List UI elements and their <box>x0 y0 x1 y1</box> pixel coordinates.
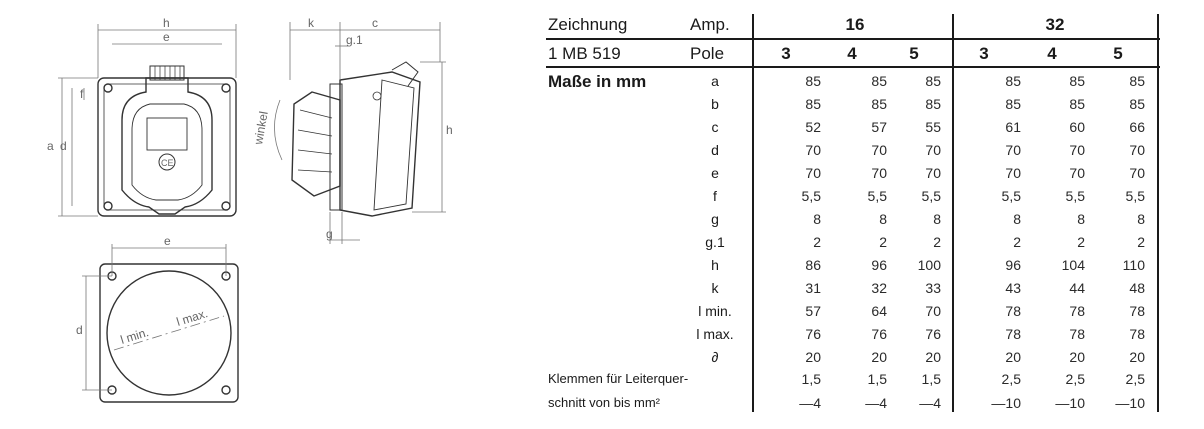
table-cell: 2 <box>1077 234 1085 250</box>
amp-group-32: 32 <box>1045 15 1065 34</box>
table-cell: 78 <box>1129 326 1145 342</box>
table-cell: 85 <box>1129 96 1145 112</box>
table-cell: 2 <box>1137 234 1145 250</box>
zeichnung-value: 1 MB 519 <box>548 44 621 63</box>
row-label: b <box>711 96 719 112</box>
klemmen-cell: —4 <box>919 395 941 411</box>
row-label: a <box>711 73 719 89</box>
table-cell: 33 <box>925 280 941 296</box>
table-cell: 20 <box>1005 349 1021 365</box>
table-cell: 2 <box>813 234 821 250</box>
table-cell: 70 <box>1005 142 1021 158</box>
table-cell: 78 <box>1005 326 1021 342</box>
klemmen-line1: Klemmen für Leiterquer- <box>548 371 689 386</box>
col-divider-left <box>752 14 754 412</box>
dim-f-label: f <box>80 87 84 101</box>
table-cell: 70 <box>805 165 821 181</box>
row-label: g.1 <box>705 234 725 250</box>
dim-c-label: c <box>372 16 378 30</box>
dim-g-label: g <box>326 227 333 241</box>
pole-header: 4 <box>847 44 857 63</box>
table-cell: 78 <box>1129 303 1145 319</box>
table-cell: 57 <box>871 119 887 135</box>
table-cell: 70 <box>871 142 887 158</box>
table-cell: 96 <box>1005 257 1021 273</box>
table-cell: 85 <box>805 73 821 89</box>
klemmen-cell: 1,5 <box>867 371 887 387</box>
table-cell: 8 <box>1013 211 1021 227</box>
table-cell: 85 <box>925 96 941 112</box>
row-label: g <box>711 211 719 227</box>
table-cell: 85 <box>925 73 941 89</box>
pole-header: 5 <box>1113 44 1123 63</box>
table-cell: 20 <box>805 349 821 365</box>
pole-label: Pole <box>690 44 725 63</box>
klemmen-cell: —4 <box>799 395 821 411</box>
table-cell: 8 <box>933 211 941 227</box>
row-label: e <box>711 165 719 181</box>
table-cell: 32 <box>871 280 887 296</box>
table-cell: 64 <box>871 303 887 319</box>
table-cell: 100 <box>917 257 941 273</box>
klemmen-cell: —4 <box>865 395 887 411</box>
klemmen-cell: —10 <box>1115 395 1145 411</box>
table-cell: 48 <box>1129 280 1145 296</box>
table-cell: 78 <box>1069 303 1085 319</box>
row-label: d <box>711 142 719 158</box>
amp-group-16: 16 <box>845 15 865 34</box>
table-cell: 70 <box>1129 142 1145 158</box>
table-cell: 43 <box>1005 280 1021 296</box>
table-cell: 85 <box>871 73 887 89</box>
dim-k-label: k <box>308 16 314 30</box>
klemmen-cell: —10 <box>991 395 1021 411</box>
table-cell: 85 <box>1005 73 1021 89</box>
row-label: k <box>711 280 719 296</box>
row-label: l max. <box>696 326 734 342</box>
table-cell: 57 <box>805 303 821 319</box>
dim-e-bottom-label: e <box>164 234 171 248</box>
klemmen-cell: 2,5 <box>1125 371 1145 387</box>
winkel-label: winkel <box>251 110 271 146</box>
table-cell: 85 <box>1069 96 1085 112</box>
header-rule <box>546 38 1160 40</box>
table-cell: 31 <box>805 280 821 296</box>
row-label: ∂ <box>711 349 719 365</box>
table-cell: 20 <box>871 349 887 365</box>
dim-g1-label: g.1 <box>346 33 363 47</box>
table-cell: 78 <box>1069 326 1085 342</box>
table-cell: 8 <box>1077 211 1085 227</box>
table-cell: 85 <box>1069 73 1085 89</box>
dim-e-label: e <box>163 30 170 44</box>
lmax-label: l max. <box>174 306 210 329</box>
dim-h-side-label: h <box>446 123 453 137</box>
table-cell: 8 <box>879 211 887 227</box>
ce-mark: CE <box>161 158 174 168</box>
table-cell: 76 <box>925 326 941 342</box>
table-cell: 85 <box>1005 96 1021 112</box>
table-cell: 52 <box>805 119 821 135</box>
dim-h-label: h <box>163 16 170 30</box>
pole-header: 4 <box>1047 44 1057 63</box>
table-cell: 5,5 <box>801 188 821 204</box>
table-cell: 70 <box>925 142 941 158</box>
table-cell: 55 <box>925 119 941 135</box>
table-cell: 20 <box>1069 349 1085 365</box>
table-cell: 78 <box>1005 303 1021 319</box>
table-cell: 85 <box>805 96 821 112</box>
table-cell: 2 <box>933 234 941 250</box>
table-cell: 2 <box>879 234 887 250</box>
table-cell: 96 <box>871 257 887 273</box>
row-label: l min. <box>698 303 732 319</box>
klemmen-cell: —10 <box>1055 395 1085 411</box>
table-cell: 76 <box>871 326 887 342</box>
klemmen-cell: 1,5 <box>801 371 821 387</box>
table-cell: 8 <box>1137 211 1145 227</box>
klemmen-cell: 1,5 <box>921 371 941 387</box>
dim-d-label: d <box>60 139 67 153</box>
amp-label: Amp. <box>690 15 730 34</box>
table-cell: 85 <box>1129 73 1145 89</box>
table-cell: 70 <box>925 303 941 319</box>
table-cell: 60 <box>1069 119 1085 135</box>
pole-header: 3 <box>781 44 791 63</box>
dim-a-label: a <box>47 139 54 153</box>
table-cell: 86 <box>805 257 821 273</box>
klemmen-cell: 2,5 <box>1001 371 1021 387</box>
table-cell: 20 <box>925 349 941 365</box>
table-cell: 61 <box>1005 119 1021 135</box>
table-cell: 20 <box>1129 349 1145 365</box>
klemmen-line2: schnitt von bis mm² <box>548 395 660 410</box>
dim-d-bottom-label: d <box>76 323 83 337</box>
table-cell: 70 <box>1005 165 1021 181</box>
table-cell: 76 <box>805 326 821 342</box>
row-label: f <box>713 188 717 204</box>
table-cell: 2 <box>1013 234 1021 250</box>
col-divider-right <box>1157 14 1159 412</box>
table-cell: 110 <box>1122 257 1145 273</box>
table-cell: 85 <box>871 96 887 112</box>
table-cell: 5,5 <box>1065 188 1085 204</box>
table-cell: 8 <box>813 211 821 227</box>
pole-header: 3 <box>979 44 989 63</box>
table-cell: 66 <box>1129 119 1145 135</box>
table-cell: 5,5 <box>921 188 941 204</box>
table-cell: 70 <box>871 165 887 181</box>
klemmen-cell: 2,5 <box>1065 371 1085 387</box>
table-cell: 104 <box>1061 257 1085 273</box>
table-cell: 44 <box>1069 280 1085 296</box>
zeichnung-label: Zeichnung <box>548 15 628 34</box>
pole-header: 5 <box>909 44 919 63</box>
table-cell: 70 <box>1069 142 1085 158</box>
table-cell: 5,5 <box>867 188 887 204</box>
mass-label: Maße in mm <box>548 72 647 91</box>
table-cell: 70 <box>805 142 821 158</box>
table-cell: 5,5 <box>1001 188 1021 204</box>
pole-rule <box>546 66 1160 68</box>
row-label: c <box>711 119 719 135</box>
table-cell: 70 <box>925 165 941 181</box>
col-divider-mid <box>952 14 954 412</box>
lmin-label: l min. <box>118 325 151 347</box>
row-label: h <box>711 257 719 273</box>
table-cell: 70 <box>1129 165 1145 181</box>
table-cell: 5,5 <box>1125 188 1145 204</box>
table-cell: 70 <box>1069 165 1085 181</box>
